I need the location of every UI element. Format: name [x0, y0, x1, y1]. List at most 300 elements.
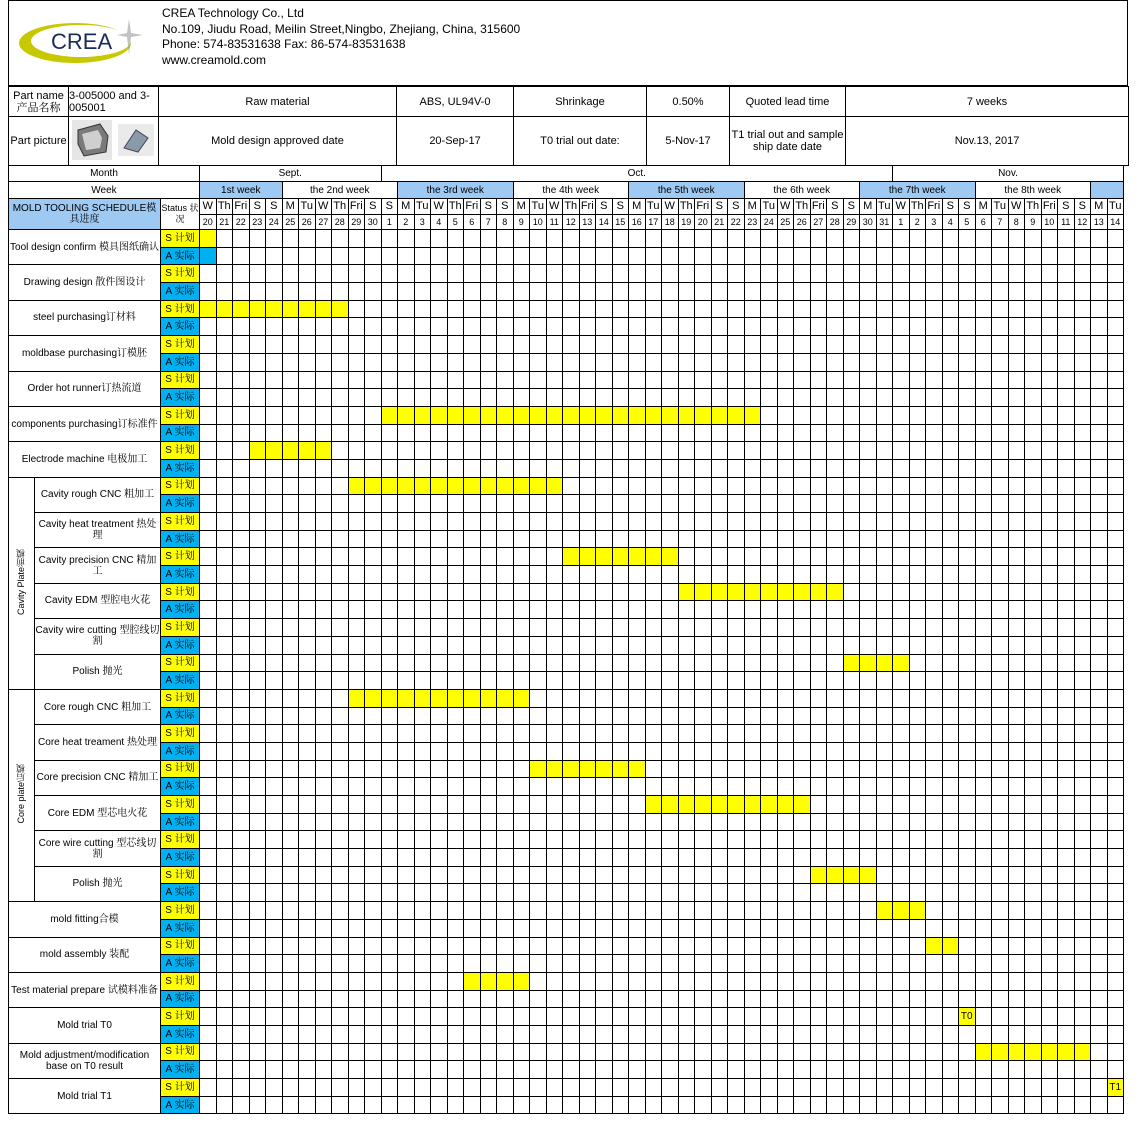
plan-day-cell[interactable] [530, 477, 547, 495]
plan-day-cell[interactable] [596, 477, 613, 495]
plan-day-cell[interactable] [678, 619, 695, 637]
actual-day-cell[interactable] [662, 813, 679, 831]
plan-day-cell[interactable] [860, 831, 877, 849]
actual-day-cell[interactable] [1041, 636, 1058, 654]
actual-day-cell[interactable] [381, 424, 398, 442]
plan-day-cell[interactable] [464, 371, 481, 389]
plan-day-cell[interactable] [1058, 477, 1075, 495]
plan-day-cell[interactable] [893, 937, 910, 955]
actual-day-cell[interactable] [497, 424, 514, 442]
plan-day-cell[interactable] [431, 796, 448, 814]
actual-day-cell[interactable] [249, 884, 266, 902]
plan-day-cell[interactable] [563, 725, 580, 743]
plan-day-cell[interactable] [645, 689, 662, 707]
actual-day-cell[interactable] [431, 424, 448, 442]
plan-day-cell[interactable] [1008, 513, 1025, 531]
actual-day-cell[interactable] [629, 318, 646, 336]
plan-day-cell[interactable] [744, 230, 761, 248]
actual-day-cell[interactable] [1107, 459, 1124, 477]
plan-day-cell[interactable] [480, 300, 497, 318]
plan-day-cell[interactable] [893, 583, 910, 601]
actual-day-cell[interactable] [843, 459, 860, 477]
plan-day-cell[interactable] [860, 230, 877, 248]
actual-day-cell[interactable] [827, 672, 844, 690]
plan-day-cell[interactable] [216, 1079, 233, 1097]
actual-day-cell[interactable] [579, 919, 596, 937]
plan-day-cell[interactable] [645, 760, 662, 778]
actual-day-cell[interactable] [315, 1096, 332, 1114]
plan-day-cell[interactable] [645, 477, 662, 495]
actual-day-cell[interactable] [761, 813, 778, 831]
actual-day-cell[interactable] [546, 849, 563, 867]
plan-day-cell[interactable] [1041, 937, 1058, 955]
actual-day-cell[interactable] [860, 778, 877, 796]
actual-day-cell[interactable] [200, 318, 217, 336]
actual-day-cell[interactable] [381, 1025, 398, 1043]
plan-day-cell[interactable] [381, 1008, 398, 1026]
actual-day-cell[interactable] [596, 283, 613, 301]
actual-day-cell[interactable] [348, 283, 365, 301]
plan-day-cell[interactable] [860, 866, 877, 884]
actual-day-cell[interactable] [662, 636, 679, 654]
actual-day-cell[interactable] [431, 601, 448, 619]
actual-day-cell[interactable] [332, 884, 349, 902]
plan-day-cell[interactable] [464, 265, 481, 283]
plan-day-cell[interactable] [365, 902, 382, 920]
plan-day-cell[interactable] [843, 902, 860, 920]
actual-day-cell[interactable] [992, 778, 1009, 796]
plan-day-cell[interactable] [728, 513, 745, 531]
actual-day-cell[interactable] [909, 742, 926, 760]
actual-day-cell[interactable] [348, 318, 365, 336]
plan-day-cell[interactable] [200, 796, 217, 814]
plan-day-cell[interactable] [546, 230, 563, 248]
actual-day-cell[interactable] [860, 990, 877, 1008]
actual-day-cell[interactable] [315, 318, 332, 336]
actual-day-cell[interactable] [761, 247, 778, 265]
plan-day-cell[interactable] [992, 831, 1009, 849]
plan-day-cell[interactable] [794, 265, 811, 283]
plan-day-cell[interactable] [447, 1079, 464, 1097]
actual-day-cell[interactable] [381, 318, 398, 336]
plan-day-cell[interactable] [612, 796, 629, 814]
plan-day-cell[interactable] [530, 1008, 547, 1026]
actual-day-cell[interactable] [398, 530, 415, 548]
plan-day-cell[interactable] [926, 619, 943, 637]
plan-day-cell[interactable] [398, 442, 415, 460]
plan-day-cell[interactable] [365, 619, 382, 637]
actual-day-cell[interactable] [596, 672, 613, 690]
actual-day-cell[interactable] [414, 459, 431, 477]
actual-day-cell[interactable] [645, 707, 662, 725]
plan-day-cell[interactable] [315, 513, 332, 531]
plan-day-cell[interactable] [249, 548, 266, 566]
plan-day-cell[interactable] [876, 336, 893, 354]
actual-day-cell[interactable] [381, 884, 398, 902]
actual-day-cell[interactable] [579, 884, 596, 902]
plan-day-cell[interactable] [1008, 477, 1025, 495]
actual-day-cell[interactable] [299, 530, 316, 548]
actual-day-cell[interactable] [926, 990, 943, 1008]
plan-day-cell[interactable] [348, 513, 365, 531]
actual-day-cell[interactable] [678, 389, 695, 407]
plan-day-cell[interactable] [876, 265, 893, 283]
actual-day-cell[interactable] [1058, 566, 1075, 584]
plan-day-cell[interactable] [431, 548, 448, 566]
actual-day-cell[interactable] [414, 813, 431, 831]
plan-day-cell[interactable] [365, 937, 382, 955]
plan-day-cell[interactable] [546, 513, 563, 531]
actual-day-cell[interactable] [1091, 919, 1108, 937]
actual-day-cell[interactable] [398, 566, 415, 584]
actual-day-cell[interactable] [365, 672, 382, 690]
plan-day-cell[interactable] [266, 972, 283, 990]
actual-day-cell[interactable] [810, 707, 827, 725]
plan-day-cell[interactable] [381, 548, 398, 566]
plan-day-cell[interactable] [1058, 513, 1075, 531]
actual-day-cell[interactable] [513, 389, 530, 407]
actual-day-cell[interactable] [1008, 247, 1025, 265]
actual-day-cell[interactable] [1058, 955, 1075, 973]
actual-day-cell[interactable] [315, 636, 332, 654]
actual-day-cell[interactable] [1091, 884, 1108, 902]
actual-day-cell[interactable] [1008, 778, 1025, 796]
actual-day-cell[interactable] [1107, 742, 1124, 760]
actual-day-cell[interactable] [563, 1096, 580, 1114]
actual-day-cell[interactable] [1041, 283, 1058, 301]
actual-day-cell[interactable] [761, 318, 778, 336]
plan-day-cell[interactable] [926, 230, 943, 248]
plan-day-cell[interactable] [200, 725, 217, 743]
actual-day-cell[interactable] [299, 247, 316, 265]
plan-day-cell[interactable] [365, 796, 382, 814]
plan-day-cell[interactable] [893, 442, 910, 460]
plan-day-cell[interactable] [332, 760, 349, 778]
plan-day-cell[interactable] [662, 796, 679, 814]
plan-day-cell[interactable] [1041, 725, 1058, 743]
plan-day-cell[interactable] [563, 265, 580, 283]
plan-day-cell[interactable] [1074, 371, 1091, 389]
actual-day-cell[interactable] [480, 849, 497, 867]
plan-day-cell[interactable] [431, 406, 448, 424]
actual-day-cell[interactable] [332, 530, 349, 548]
plan-day-cell[interactable] [761, 796, 778, 814]
plan-day-cell[interactable] [480, 548, 497, 566]
plan-day-cell[interactable] [761, 1043, 778, 1061]
actual-day-cell[interactable] [200, 566, 217, 584]
plan-day-cell[interactable] [398, 371, 415, 389]
plan-day-cell[interactable] [827, 265, 844, 283]
plan-day-cell[interactable] [810, 654, 827, 672]
actual-day-cell[interactable] [596, 424, 613, 442]
actual-day-cell[interactable] [794, 353, 811, 371]
actual-day-cell[interactable] [480, 247, 497, 265]
plan-day-cell[interactable] [398, 1043, 415, 1061]
actual-day-cell[interactable] [1008, 990, 1025, 1008]
actual-day-cell[interactable] [513, 459, 530, 477]
plan-day-cell[interactable] [612, 1079, 629, 1097]
plan-day-cell[interactable] [497, 265, 514, 283]
plan-day-cell[interactable] [332, 265, 349, 283]
plan-day-cell[interactable] [876, 831, 893, 849]
actual-day-cell[interactable] [381, 1061, 398, 1079]
plan-day-cell[interactable] [893, 371, 910, 389]
plan-day-cell[interactable] [315, 725, 332, 743]
actual-day-cell[interactable] [662, 955, 679, 973]
actual-day-cell[interactable] [893, 459, 910, 477]
plan-day-cell[interactable] [513, 1008, 530, 1026]
plan-day-cell[interactable] [876, 1043, 893, 1061]
plan-day-cell[interactable] [216, 406, 233, 424]
actual-day-cell[interactable] [447, 353, 464, 371]
actual-day-cell[interactable] [563, 459, 580, 477]
plan-day-cell[interactable] [1041, 654, 1058, 672]
actual-day-cell[interactable] [497, 778, 514, 796]
plan-day-cell[interactable] [678, 866, 695, 884]
actual-day-cell[interactable] [513, 1096, 530, 1114]
plan-day-cell[interactable] [596, 583, 613, 601]
plan-day-cell[interactable] [860, 265, 877, 283]
plan-day-cell[interactable] [728, 1008, 745, 1026]
plan-day-cell[interactable] [744, 937, 761, 955]
plan-day-cell[interactable] [810, 725, 827, 743]
plan-day-cell[interactable] [1025, 265, 1042, 283]
actual-day-cell[interactable] [629, 1025, 646, 1043]
plan-day-cell[interactable] [563, 654, 580, 672]
actual-day-cell[interactable] [513, 601, 530, 619]
actual-day-cell[interactable] [794, 742, 811, 760]
plan-day-cell[interactable] [678, 300, 695, 318]
actual-day-cell[interactable] [843, 601, 860, 619]
plan-day-cell[interactable] [777, 371, 794, 389]
actual-day-cell[interactable] [414, 636, 431, 654]
plan-day-cell[interactable] [810, 972, 827, 990]
plan-day-cell[interactable] [381, 371, 398, 389]
plan-day-cell[interactable] [728, 902, 745, 920]
actual-day-cell[interactable] [860, 1061, 877, 1079]
actual-day-cell[interactable] [645, 742, 662, 760]
actual-day-cell[interactable] [447, 884, 464, 902]
plan-day-cell[interactable] [414, 902, 431, 920]
plan-day-cell[interactable] [728, 477, 745, 495]
plan-day-cell[interactable] [414, 1079, 431, 1097]
plan-day-cell[interactable] [596, 1008, 613, 1026]
plan-day-cell[interactable] [860, 513, 877, 531]
actual-day-cell[interactable] [794, 955, 811, 973]
plan-day-cell[interactable] [728, 619, 745, 637]
plan-day-cell[interactable] [810, 548, 827, 566]
plan-day-cell[interactable] [744, 477, 761, 495]
actual-day-cell[interactable] [1025, 566, 1042, 584]
actual-day-cell[interactable] [315, 672, 332, 690]
actual-day-cell[interactable] [200, 495, 217, 513]
plan-day-cell[interactable] [711, 972, 728, 990]
actual-day-cell[interactable] [282, 353, 299, 371]
plan-day-cell[interactable] [233, 477, 250, 495]
plan-day-cell[interactable] [431, 1043, 448, 1061]
plan-day-cell[interactable] [249, 406, 266, 424]
actual-day-cell[interactable] [365, 459, 382, 477]
actual-day-cell[interactable] [1025, 318, 1042, 336]
plan-day-cell[interactable] [810, 937, 827, 955]
plan-day-cell[interactable] [546, 583, 563, 601]
plan-day-cell[interactable] [480, 796, 497, 814]
plan-day-cell[interactable] [645, 1079, 662, 1097]
plan-day-cell[interactable] [926, 866, 943, 884]
actual-day-cell[interactable] [579, 247, 596, 265]
plan-day-cell[interactable] [216, 619, 233, 637]
actual-day-cell[interactable] [464, 990, 481, 1008]
actual-day-cell[interactable] [563, 990, 580, 1008]
actual-day-cell[interactable] [645, 813, 662, 831]
plan-day-cell[interactable] [497, 583, 514, 601]
actual-day-cell[interactable] [909, 566, 926, 584]
plan-day-cell[interactable] [497, 406, 514, 424]
actual-day-cell[interactable] [216, 990, 233, 1008]
actual-day-cell[interactable] [282, 990, 299, 1008]
plan-day-cell[interactable] [728, 442, 745, 460]
plan-day-cell[interactable] [315, 583, 332, 601]
actual-day-cell[interactable] [464, 318, 481, 336]
plan-day-cell[interactable] [794, 1008, 811, 1026]
plan-day-cell[interactable] [579, 371, 596, 389]
plan-day-cell[interactable] [794, 300, 811, 318]
plan-day-cell[interactable] [414, 300, 431, 318]
plan-day-cell[interactable] [381, 230, 398, 248]
plan-day-cell[interactable] [876, 866, 893, 884]
plan-day-cell[interactable] [1107, 796, 1124, 814]
actual-day-cell[interactable] [530, 707, 547, 725]
plan-day-cell[interactable] [645, 972, 662, 990]
plan-day-cell[interactable] [200, 1043, 217, 1061]
actual-day-cell[interactable] [447, 247, 464, 265]
actual-day-cell[interactable] [711, 849, 728, 867]
actual-day-cell[interactable] [233, 1096, 250, 1114]
actual-day-cell[interactable] [992, 318, 1009, 336]
actual-day-cell[interactable] [464, 530, 481, 548]
actual-day-cell[interactable] [695, 389, 712, 407]
plan-day-cell[interactable] [1041, 796, 1058, 814]
actual-day-cell[interactable] [678, 955, 695, 973]
actual-day-cell[interactable] [645, 424, 662, 442]
plan-day-cell[interactable] [959, 902, 976, 920]
plan-day-cell[interactable] [975, 230, 992, 248]
plan-day-cell[interactable] [299, 902, 316, 920]
actual-day-cell[interactable] [596, 601, 613, 619]
actual-day-cell[interactable] [398, 849, 415, 867]
actual-day-cell[interactable] [431, 849, 448, 867]
plan-day-cell[interactable] [876, 583, 893, 601]
plan-day-cell[interactable] [711, 619, 728, 637]
plan-day-cell[interactable] [827, 1043, 844, 1061]
actual-day-cell[interactable] [1025, 1096, 1042, 1114]
actual-day-cell[interactable] [629, 884, 646, 902]
plan-day-cell[interactable] [678, 1043, 695, 1061]
plan-day-cell[interactable] [909, 619, 926, 637]
actual-day-cell[interactable] [761, 884, 778, 902]
actual-day-cell[interactable] [431, 636, 448, 654]
plan-day-cell[interactable] [398, 972, 415, 990]
plan-day-cell[interactable] [794, 654, 811, 672]
plan-day-cell[interactable] [464, 619, 481, 637]
plan-day-cell[interactable] [810, 583, 827, 601]
actual-day-cell[interactable] [579, 353, 596, 371]
actual-day-cell[interactable] [365, 955, 382, 973]
actual-day-cell[interactable] [513, 955, 530, 973]
plan-day-cell[interactable] [794, 406, 811, 424]
actual-day-cell[interactable] [810, 813, 827, 831]
plan-day-cell[interactable] [695, 725, 712, 743]
actual-day-cell[interactable] [348, 389, 365, 407]
actual-day-cell[interactable] [1107, 1061, 1124, 1079]
actual-day-cell[interactable] [1107, 389, 1124, 407]
plan-day-cell[interactable] [365, 1079, 382, 1097]
actual-day-cell[interactable] [909, 353, 926, 371]
actual-day-cell[interactable] [926, 247, 943, 265]
actual-day-cell[interactable] [348, 1061, 365, 1079]
plan-day-cell[interactable] [909, 760, 926, 778]
actual-day-cell[interactable] [1041, 813, 1058, 831]
plan-day-cell[interactable] [860, 725, 877, 743]
plan-day-cell[interactable] [348, 1008, 365, 1026]
actual-day-cell[interactable] [1058, 778, 1075, 796]
actual-day-cell[interactable] [827, 389, 844, 407]
actual-day-cell[interactable] [860, 636, 877, 654]
plan-day-cell[interactable] [744, 548, 761, 566]
plan-day-cell[interactable] [216, 371, 233, 389]
actual-day-cell[interactable] [695, 530, 712, 548]
plan-day-cell[interactable] [1107, 689, 1124, 707]
plan-day-cell[interactable] [513, 265, 530, 283]
plan-day-cell[interactable] [728, 725, 745, 743]
actual-day-cell[interactable] [546, 530, 563, 548]
actual-day-cell[interactable] [381, 495, 398, 513]
plan-day-cell[interactable] [794, 866, 811, 884]
actual-day-cell[interactable] [464, 955, 481, 973]
actual-day-cell[interactable] [299, 1061, 316, 1079]
plan-day-cell[interactable] [447, 760, 464, 778]
actual-day-cell[interactable] [332, 601, 349, 619]
plan-day-cell[interactable] [876, 548, 893, 566]
actual-day-cell[interactable] [876, 389, 893, 407]
plan-day-cell[interactable] [497, 1043, 514, 1061]
actual-day-cell[interactable] [909, 672, 926, 690]
plan-day-cell[interactable] [728, 937, 745, 955]
actual-day-cell[interactable] [530, 1096, 547, 1114]
plan-day-cell[interactable] [299, 442, 316, 460]
plan-day-cell[interactable] [1058, 760, 1075, 778]
plan-day-cell[interactable] [975, 902, 992, 920]
plan-day-cell[interactable] [563, 972, 580, 990]
plan-day-cell[interactable] [216, 689, 233, 707]
actual-day-cell[interactable] [827, 353, 844, 371]
plan-day-cell[interactable] [695, 760, 712, 778]
actual-day-cell[interactable] [893, 990, 910, 1008]
plan-day-cell[interactable] [299, 300, 316, 318]
actual-day-cell[interactable] [365, 283, 382, 301]
plan-day-cell[interactable] [200, 866, 217, 884]
plan-day-cell[interactable] [365, 654, 382, 672]
actual-day-cell[interactable] [1058, 919, 1075, 937]
actual-day-cell[interactable] [398, 636, 415, 654]
plan-day-cell[interactable] [794, 442, 811, 460]
plan-day-cell[interactable] [1091, 937, 1108, 955]
plan-day-cell[interactable] [332, 902, 349, 920]
plan-day-cell[interactable] [1074, 972, 1091, 990]
plan-day-cell[interactable] [464, 336, 481, 354]
plan-day-cell[interactable] [200, 230, 217, 248]
actual-day-cell[interactable] [827, 813, 844, 831]
